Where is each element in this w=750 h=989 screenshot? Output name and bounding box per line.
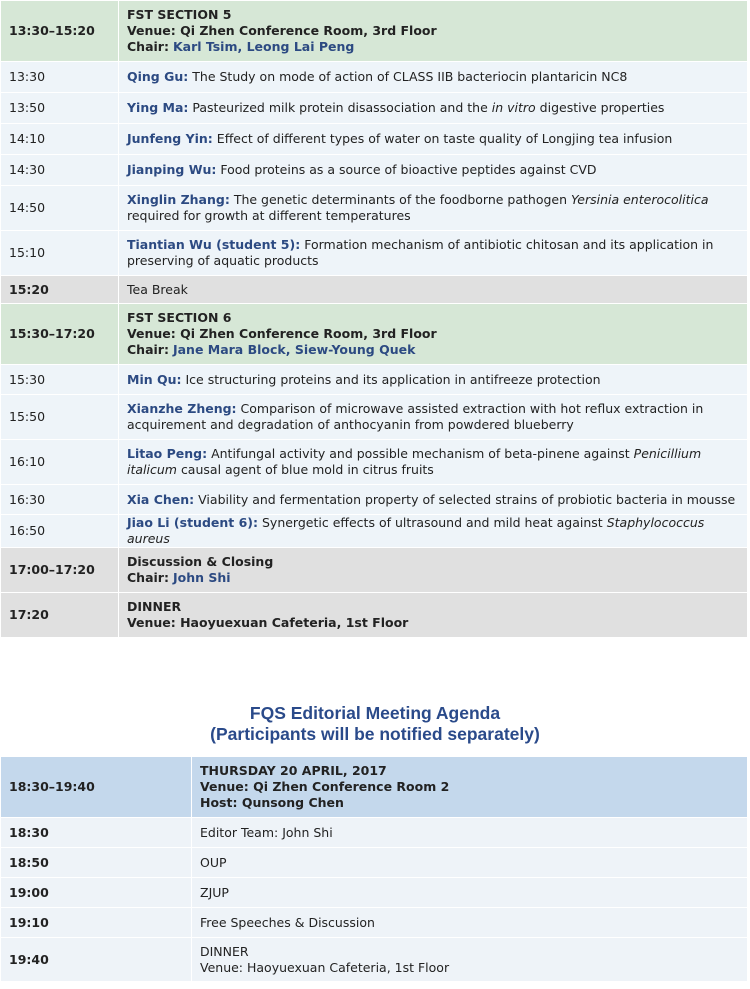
talk-title: Formation mechanism of antibiotic chitosan and its application in preserving of aquatic products [127, 237, 714, 268]
chair-label: Chair: [127, 39, 169, 54]
talk-time: 14:10 [1, 124, 119, 155]
talk-title: Antifungal activity and possible mechanism of beta-pinene against [211, 446, 630, 461]
talk-title-italic: in vitro [491, 100, 536, 115]
talk-row [1, 93, 748, 124]
talk-title: Synergetic effects of ultrasound and mild heat against [261, 515, 603, 530]
talk-time: 16:30 [1, 485, 119, 515]
agenda-title: FQS Editorial Meeting Agenda [249, 703, 501, 723]
section-5-chair [127, 39, 747, 55]
talk-row [1, 155, 748, 186]
dinner-time: 17:20 [1, 593, 119, 638]
agenda-row-time: 19:10 [1, 908, 192, 938]
agenda-row [1, 848, 748, 878]
talk-row [1, 440, 748, 485]
talk-row [1, 62, 748, 93]
talk-row [1, 515, 748, 548]
speaker-name: Xianzhe Zheng: [127, 401, 237, 416]
speaker-name: Ying Ma: [127, 100, 189, 115]
talk-info [119, 186, 748, 231]
closing-chair [127, 570, 747, 586]
talk-title: Food proteins as a source of bioactive peptides against CVD [220, 162, 597, 177]
chair-names: John Shi [172, 570, 231, 585]
section-6-time: 15:30–17:20 [1, 304, 119, 365]
agenda-header-info [192, 757, 748, 818]
talk-title-end: digestive properties [539, 100, 665, 115]
chair-names: Jane Mara Block, Siew-Young Quek [172, 342, 416, 357]
talk-row [1, 231, 748, 276]
break-time: 15:20 [1, 276, 119, 304]
talk-time: 15:50 [1, 395, 119, 440]
talk-title-italic: Yersinia enterocolitica [571, 192, 709, 207]
talk-row [1, 485, 748, 515]
section-6-header-row [1, 304, 748, 365]
section-6-venue: Venue: Qi Zhen Conference Room, 3rd Floor [127, 326, 437, 341]
agenda-header-time: 18:30–19:40 [1, 757, 192, 818]
section-5-header-row [1, 1, 748, 62]
agenda-row-text: Free Speeches & Discussion [192, 908, 748, 938]
agenda-row-subtext: Venue: Haoyuexuan Cafeteria, 1st Floor [200, 959, 450, 975]
talk-title: Comparison of microwave assisted extraction with hot reflux extraction in acquirement and degradation of anthocyanin from powdered blueberry [127, 401, 704, 432]
talk-time: 15:30 [1, 365, 119, 395]
talk-row [1, 186, 748, 231]
section-5-info [119, 1, 748, 62]
break-label: Tea Break [119, 276, 748, 304]
talk-title-italic: Penicillium italicum [127, 446, 702, 477]
dinner-title: DINNER [127, 599, 182, 614]
agenda-row [1, 818, 748, 848]
agenda-row-info [192, 938, 748, 982]
talk-info [119, 485, 748, 515]
editorial-agenda-table [0, 756, 748, 982]
talk-title-end: causal agent of blue mold in citrus fruits [180, 462, 434, 477]
chair-label: Chair: [127, 570, 169, 585]
talk-time: 16:50 [1, 515, 119, 548]
dinner-row [1, 593, 748, 638]
talk-info [119, 124, 748, 155]
agenda-row-text: ZJUP [192, 878, 748, 908]
agenda-row [1, 908, 748, 938]
talk-row [1, 395, 748, 440]
closing-info [119, 548, 748, 593]
chair-label: Chair: [127, 342, 169, 357]
speaker-name: Litao Peng: [127, 446, 208, 461]
talk-row [1, 124, 748, 155]
section-6-info [119, 304, 748, 365]
agenda-subtitle: (Participants will be notified separately) [210, 724, 540, 744]
talk-time: 13:50 [1, 93, 119, 124]
section-5-time: 13:30–15:20 [1, 1, 119, 62]
agenda-row-text: DINNER [200, 943, 249, 959]
speaker-name: Tiantian Wu (student 5): [127, 237, 301, 252]
agenda-row-time: 19:40 [1, 938, 192, 982]
speaker-name: Min Qu: [127, 371, 182, 387]
closing-time: 17:00–17:20 [1, 548, 119, 593]
talk-time: 14:50 [1, 186, 119, 231]
section-6-title: FST SECTION 6 [127, 310, 232, 325]
talk-info [119, 62, 748, 93]
agenda-row-time: 19:00 [1, 878, 192, 908]
agenda-row [1, 938, 748, 982]
agenda-row-text: OUP [192, 848, 748, 878]
section-6-chair [127, 342, 747, 358]
talk-info [119, 93, 748, 124]
talk-info [119, 231, 748, 276]
closing-title: Discussion & Closing [127, 554, 274, 569]
speaker-name: Jiao Li (student 6): [127, 515, 258, 530]
tea-break-row [1, 276, 748, 304]
talk-title: Viability and fermentation property of selected strains of probiotic bacteria in mousse [198, 491, 736, 507]
speaker-name: Junfeng Yin: [127, 131, 213, 146]
talk-time: 13:30 [1, 62, 119, 93]
agenda-header-row [1, 757, 748, 818]
talk-info [119, 395, 748, 440]
talk-time: 14:30 [1, 155, 119, 186]
talk-title: The genetic determinants of the foodborne pathogen [233, 192, 568, 207]
dinner-info [119, 593, 748, 638]
chair-names: Karl Tsim, Leong Lai Peng [172, 39, 355, 54]
section-5-title: FST SECTION 5 [127, 7, 232, 22]
talk-info [119, 440, 748, 485]
talk-info [119, 515, 748, 548]
agenda-host: Host: Qunsong Chen [200, 795, 344, 810]
dinner-venue: Venue: Haoyuexuan Cafeteria, 1st Floor [127, 615, 409, 630]
speaker-name: Xia Chen: [127, 491, 195, 507]
talk-info [119, 155, 748, 186]
talk-row [1, 365, 748, 395]
speaker-name: Xinglin Zhang: [127, 192, 230, 207]
agenda-row-text: Editor Team: John Shi [192, 818, 748, 848]
speaker-name: Jianping Wu: [127, 162, 217, 177]
talk-title-italic: Staphylococcus aureus [127, 515, 705, 546]
agenda-venue: Venue: Qi Zhen Conference Room 2 [200, 779, 450, 794]
agenda-date: THURSDAY 20 APRIL, 2017 [200, 763, 387, 778]
closing-row [1, 548, 748, 593]
talk-title: Effect of different types of water on taste quality of Longjing tea infusion [216, 131, 673, 146]
talk-time: 16:10 [1, 440, 119, 485]
talk-title: Pasteurized milk protein disassociation and the [192, 100, 488, 115]
section-5-venue: Venue: Qi Zhen Conference Room, 3rd Floor [127, 23, 437, 38]
talk-title: The Study on mode of action of CLASS IIB bacteriocin plantaricin NC8 [192, 69, 628, 84]
agenda-heading [0, 703, 750, 745]
agenda-row-time: 18:50 [1, 848, 192, 878]
talk-info [119, 365, 748, 395]
speaker-name: Qing Gu: [127, 69, 189, 84]
talk-title-end: required for growth at different temperatures [127, 208, 411, 223]
agenda-row [1, 878, 748, 908]
talk-time: 15:10 [1, 231, 119, 276]
talk-title: Ice structuring proteins and its application in antifreeze protection [185, 371, 601, 387]
agenda-row-time: 18:30 [1, 818, 192, 848]
